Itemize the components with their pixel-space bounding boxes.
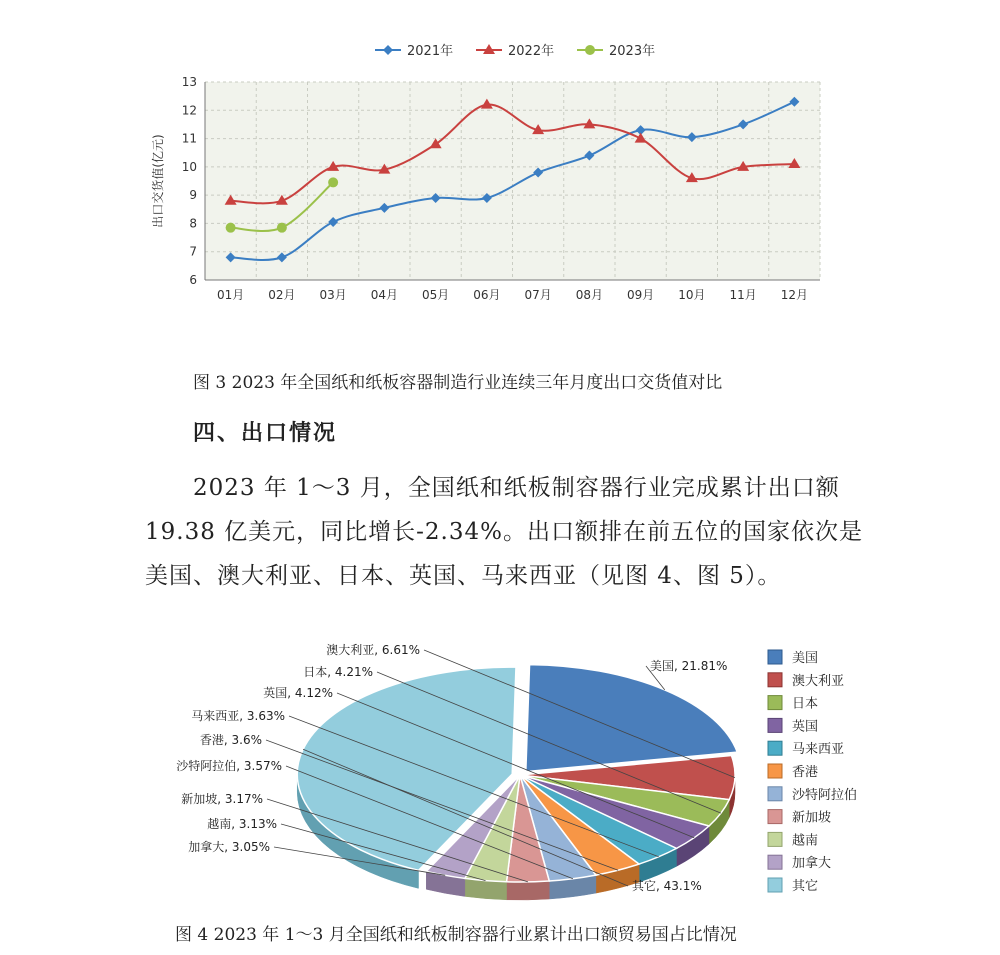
section-heading: 四、出口情况	[193, 421, 338, 446]
legend-swatch	[768, 855, 782, 869]
legend-swatch	[768, 718, 782, 732]
pie-data-label: 日本, 4.21%	[303, 665, 373, 679]
data-point	[226, 223, 236, 233]
legend-label: 2021年	[407, 44, 454, 59]
legend-swatch	[768, 810, 782, 824]
pie-data-label: 英国, 4.12%	[263, 686, 333, 700]
legend-label: 加拿大	[792, 856, 832, 872]
pie-slices	[297, 665, 737, 882]
legend-swatch	[768, 741, 782, 755]
legend	[375, 43, 655, 59]
x-tick-label: 09月	[626, 288, 655, 302]
pie-side-wall	[507, 881, 550, 900]
legend-label: 新加坡	[792, 810, 832, 826]
legend-label: 美国	[792, 651, 819, 666]
y-tick-label: 9	[189, 188, 197, 203]
legend-swatch	[768, 650, 782, 664]
legend-swatch	[768, 832, 782, 846]
figure-4-caption: 图 4 2023 年 1～3 月全国纸和纸板制容器行业累计出口额贸易国占比情况	[175, 925, 737, 945]
pie-data-label: 其它, 43.1%	[632, 879, 702, 893]
x-tick-label: 05月	[421, 288, 450, 302]
y-tick-label: 10	[181, 159, 197, 174]
x-tick-label: 04月	[370, 288, 399, 302]
pie-data-label: 越南, 3.13%	[207, 817, 277, 831]
pie-data-label: 新加坡, 3.17%	[181, 792, 263, 806]
y-tick-label: 7	[189, 244, 197, 259]
x-tick-label: 08月	[575, 288, 604, 302]
x-tick-label: 06月	[473, 288, 501, 302]
legend-swatch	[768, 696, 782, 710]
legend-label: 澳大利亚	[792, 673, 845, 689]
y-tick-label: 8	[189, 216, 197, 231]
pie-data-label: 加拿大, 3.05%	[188, 840, 270, 854]
legend-marker	[383, 45, 393, 55]
x-tick-label: 12月	[780, 288, 809, 302]
y-tick-label: 6	[189, 273, 197, 287]
y-axis-title: 出口交货值(亿元)	[151, 134, 165, 228]
legend-label: 沙特阿拉伯	[792, 787, 858, 803]
y-tick-label: 13	[181, 75, 197, 89]
legend-swatch	[768, 878, 782, 892]
y-tick-label: 11	[181, 131, 197, 146]
legend-marker	[585, 45, 595, 55]
x-tick-label: 01月	[216, 288, 245, 302]
legend-label: 其它	[792, 879, 819, 894]
legend-swatch	[768, 764, 782, 778]
x-tick-label: 10月	[678, 288, 706, 302]
x-tick-label: 07月	[524, 288, 552, 302]
legend-swatch	[768, 787, 782, 801]
legend-label: 越南	[792, 833, 819, 849]
pie-data-label: 澳大利亚, 6.61%	[326, 643, 420, 657]
y-tick-label: 12	[181, 103, 197, 118]
pie-data-label: 马来西亚, 3.63%	[191, 709, 285, 723]
body-paragraph: 2023 年 1～3 月，全国纸和纸板制容器行业完成累计出口额 19.38 亿美元，同比增长-2.34%。出口额排在前五位的国家依次是美国、澳大利亚、日本、英国、马来西亚（见图 4、图 5）。	[145, 475, 863, 589]
data-point	[277, 223, 287, 233]
legend-label: 日本	[792, 696, 819, 712]
pie-slice	[526, 665, 737, 772]
x-tick-label: 11月	[729, 288, 757, 302]
legend-swatch	[768, 673, 782, 687]
pie-data-label: 美国, 21.81%	[650, 659, 728, 673]
legend-label: 2022年	[508, 44, 555, 59]
pie-data-label: 香港, 3.6%	[199, 733, 262, 747]
pie-chart	[150, 640, 910, 910]
figure-3-caption: 图 3 2023 年全国纸和纸板容器制造行业连续三年月度出口交货值对比	[193, 373, 723, 393]
legend-label: 英国	[792, 719, 819, 735]
legend-label: 马来西亚	[792, 742, 845, 758]
pie-data-label: 沙特阿拉伯, 3.57%	[176, 759, 282, 773]
pie-legend	[768, 650, 857, 894]
x-tick-label: 02月	[268, 288, 296, 302]
legend-label: 香港	[792, 765, 819, 780]
data-point	[328, 177, 338, 187]
line-chart	[140, 30, 840, 320]
x-tick-label: 03月	[319, 288, 347, 302]
legend-label: 2023年	[609, 44, 656, 59]
